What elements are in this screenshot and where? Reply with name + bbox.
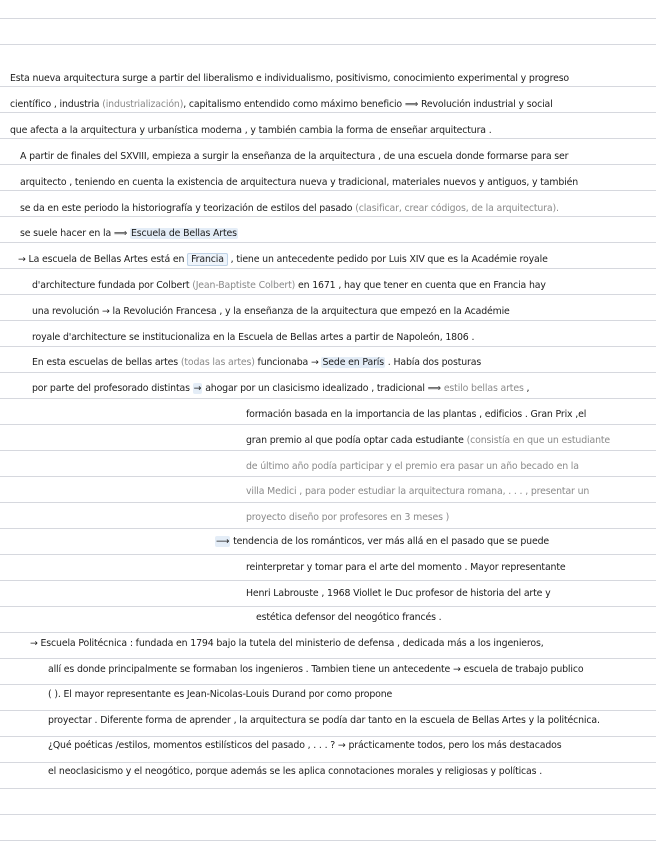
note-text: proyectar . Diferente forma de aprender , la arquitectura se podía dar tanto en la escuela de Bellas Artes y la politécnica.	[48, 715, 600, 726]
note-text: . Había dos posturas	[384, 357, 482, 368]
note-line	[30, 634, 544, 654]
note-text: científico , industria	[10, 99, 103, 110]
note-text: , tiene un antecedente pedido por Luis XIV que es la Académie royale	[227, 254, 548, 265]
note-line	[246, 405, 586, 425]
note-highlight: Francia	[187, 253, 228, 266]
note-text: royale d'architecture se institucionaliza en la Escuela de Bellas artes a partir de Napoleón, 1806 .	[32, 332, 475, 343]
note-aside-text: (industrialización)	[102, 99, 184, 110]
note-line	[246, 482, 589, 502]
note-text: A partir de finales del SXVIII, empieza a surgir la enseñanza de la arquitectura , de una escuela donde formarse para ser	[20, 151, 569, 162]
note-line	[246, 457, 579, 477]
note-line	[48, 762, 542, 782]
note-aside-text: de último año podía participar y el premio era pasar un año becado en la	[246, 461, 579, 472]
note-line	[20, 199, 559, 219]
note-aside-text: (Jean-Baptiste Colbert)	[192, 280, 296, 291]
note-text: estética defensor del neogótico francés .	[256, 612, 442, 623]
note-text: el neoclasicismo y el neogótico, porque además se les aplica connotaciones morales y religiosas y políticas .	[48, 766, 543, 777]
note-text: reinterpretar y tomar para el arte del momento . Mayor representante	[246, 562, 566, 573]
note-text: en 1671 , hay que tener en cuenta que en Francia hay	[295, 280, 546, 291]
note-highlight: Sede en París	[322, 357, 384, 368]
note-line	[10, 95, 553, 115]
note-text: tendencia de los románticos, ver más allá en el pasado que se puede	[230, 536, 549, 547]
note-text: En esta escuelas de bellas artes	[32, 357, 181, 368]
note-text: d'architecture fundada por Colbert	[32, 280, 193, 291]
note-text: gran premio al que podía optar cada estudiante	[246, 435, 467, 446]
note-text: ¿Qué poéticas /estilos, momentos estilísticos del pasado , . . . ? → prácticamente todos, pero los más destacados	[48, 740, 562, 751]
note-line	[32, 328, 474, 348]
note-aside-text: (clasificar, crear códigos, de la arquitectura).	[355, 203, 559, 214]
note-line	[10, 121, 492, 141]
note-line	[246, 431, 610, 451]
note-aside-text: proyecto diseño por profesores en 3 meses )	[246, 512, 450, 523]
note-line	[48, 736, 561, 756]
note-highlight: →	[193, 383, 202, 394]
note-text: Henri Labrouste , 1968 Viollet le Duc profesor de historia del arte y	[246, 588, 551, 599]
note-line	[32, 353, 481, 373]
note-line	[246, 558, 566, 578]
note-line	[48, 685, 392, 705]
note-highlight: Escuela de Bellas Artes	[131, 228, 237, 239]
note-text: se suele hacer en la ⟹	[20, 228, 131, 239]
note-aside-text: estilo bellas artes	[443, 383, 524, 394]
note-text: → La escuela de Bellas Artes está en	[18, 254, 188, 265]
note-line	[246, 584, 551, 604]
note-line	[48, 711, 600, 731]
note-line	[32, 276, 546, 296]
note-text: → Escuela Politécnica : fundada en 1794 bajo la tutela del ministerio de defensa , dedicada más a los ingenieros,	[30, 638, 544, 649]
note-line	[215, 532, 549, 552]
note-text: allí es donde principalmente se formaban los ingenieros . Tambien tiene un antecedente → escuela de trabajo publico	[48, 664, 584, 675]
note-text: ( ). El mayor representante es Jean-Nicolas-Louis Durand por como propone	[48, 689, 393, 700]
note-line	[20, 224, 238, 244]
note-aside-text: (consistía en que un estudiante	[466, 435, 611, 446]
note-text: formación basada en la importancia de las plantas , edificios . Gran Prix ,el	[246, 409, 587, 420]
note-line	[256, 608, 441, 628]
note-aside-text: (todas las artes)	[180, 357, 255, 368]
note-text: se da en este periodo la historiografía y teorización de estilos del pasado	[20, 203, 356, 214]
note-text: que afecta a la arquitectura y urbanística moderna , y también cambia la forma de enseñar arquitectura .	[10, 125, 492, 136]
note-highlight: ⟶	[216, 536, 230, 547]
note-text: funcionaba →	[254, 357, 322, 368]
note-text: , capitalismo entendido como máximo beneficio ⟹ Revolución industrial y social	[183, 99, 553, 110]
note-line	[10, 69, 569, 89]
note-text: ahogar por un clasicismo idealizado , tradicional ⟹	[202, 383, 444, 394]
note-line	[48, 660, 583, 680]
note-line	[246, 508, 449, 528]
note-aside-text: villa Medici , para poder estudiar la arquitectura romana, . . . , presentar un	[246, 486, 590, 497]
note-line	[32, 379, 529, 399]
note-line	[20, 173, 578, 193]
note-text: una revolución → la Revolución Francesa , y la enseñanza de la arquitectura que empezó en la Académie	[32, 306, 510, 317]
note-text: por parte del profesorado distintas	[32, 383, 193, 394]
note-text: Esta nueva arquitectura surge a partir del liberalismo e individualismo, positivismo, conocimiento experimental y progreso	[10, 73, 570, 84]
note-text: ,	[523, 383, 530, 394]
note-line	[32, 302, 510, 322]
note-line	[18, 250, 548, 270]
note-text: arquitecto , teniendo en cuenta la existencia de arquitectura nueva y tradicional, materiales nuevos y antiguos, y también	[20, 177, 579, 188]
note-line	[20, 147, 568, 167]
